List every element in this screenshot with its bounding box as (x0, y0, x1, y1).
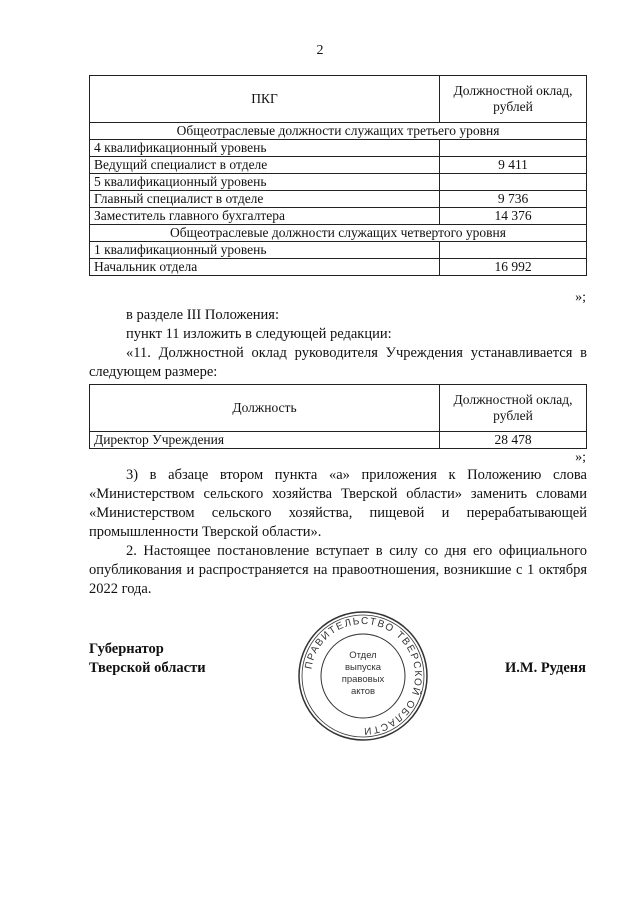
header-salary: Должностной оклад, рублей (440, 76, 587, 123)
signature-name: И.М. Руденя (504, 660, 586, 676)
header-position: Должность (90, 385, 440, 432)
qualification-level-cell: 5 квалификационный уровень (90, 174, 440, 191)
paragraph-effective-date: 2. Настоящее постановление вступает в силу со дня его официального опубликования и распространяется на правоотношения, возникшие с 1 октября 2022 года. (89, 543, 587, 597)
seal-icon (295, 608, 431, 744)
table-group-row (90, 225, 587, 242)
salary-table-director (89, 384, 587, 449)
salary-cell: 28 478 (440, 432, 587, 449)
salary-cell (440, 242, 587, 259)
paragraph-director-salary: «11. Должностной оклад руководителя Учреждения устанавливается в следующем размере: (89, 345, 587, 380)
header-salary: Должностной оклад, рублей (440, 385, 587, 432)
seal-center-line: Отдел (349, 650, 377, 661)
signature-title-line2: Тверской области (89, 660, 206, 676)
svg-text:ПРАВИТЕЛЬСТВО ТВЕРСКОЙ ОБЛАСТИ: ПРАВИТЕЛЬСТВО ТВЕРСКОЙ ОБЛАСТИ (303, 615, 424, 737)
table-row (90, 174, 587, 191)
seal-center-line: выпуска (344, 662, 382, 673)
salary-cell: 9 411 (440, 157, 587, 174)
seal-center-line: правовых (341, 674, 385, 685)
qualification-level-cell: 1 квалификационный уровень (90, 242, 440, 259)
table-row (90, 242, 587, 259)
position-cell: Главный специалист в отделе (90, 191, 440, 208)
table-row (90, 432, 587, 449)
closing-quote: »; (575, 290, 586, 305)
table-header-row (90, 76, 587, 123)
closing-quote: »; (575, 450, 586, 465)
official-seal-stamp (295, 608, 431, 744)
table-row (90, 208, 587, 225)
position-cell: Директор Учреждения (90, 432, 440, 449)
table-row (90, 140, 587, 157)
group-heading-cell: Общеотраслевые должности служащих четвертого уровня (90, 225, 587, 242)
signature-title-line1: Губернатор (89, 641, 164, 657)
salary-table-pkg (89, 75, 587, 276)
salary-cell: 9 736 (440, 191, 587, 208)
table-body (90, 123, 587, 276)
salary-cell (440, 140, 587, 157)
table-row (90, 157, 587, 174)
page-number: 2 (316, 43, 324, 58)
paragraph-section-iii: в разделе III Положения: (126, 307, 279, 323)
salary-cell (440, 174, 587, 191)
table-header-row (90, 385, 587, 432)
seal-center-line: актов (350, 686, 376, 697)
group-heading-cell: Общеотраслевые должности служащих третьего уровня (90, 123, 587, 140)
table-group-row (90, 123, 587, 140)
position-cell: Начальник отдела (90, 259, 440, 276)
header-pkg: ПКГ (90, 76, 440, 123)
salary-cell: 14 376 (440, 208, 587, 225)
table-row (90, 259, 587, 276)
paragraph-point-11: пункт 11 изложить в следующей редакции: (126, 326, 392, 342)
paragraph-appendix-change: 3) в абзаце втором пункта «а» приложения к Положению слова «Министерством сельского хозяйства Тверской области» заменить словами «Министерством сельского хозяйства, пищевой и перерабатывающей промышленности Тверской области». (89, 467, 587, 540)
signature-title (89, 640, 206, 678)
position-cell: Заместитель главного бухгалтера (90, 208, 440, 225)
table-row (90, 191, 587, 208)
position-cell: Ведущий специалист в отделе (90, 157, 440, 174)
salary-cell: 16 992 (440, 259, 587, 276)
qualification-level-cell: 4 квалификационный уровень (90, 140, 440, 157)
